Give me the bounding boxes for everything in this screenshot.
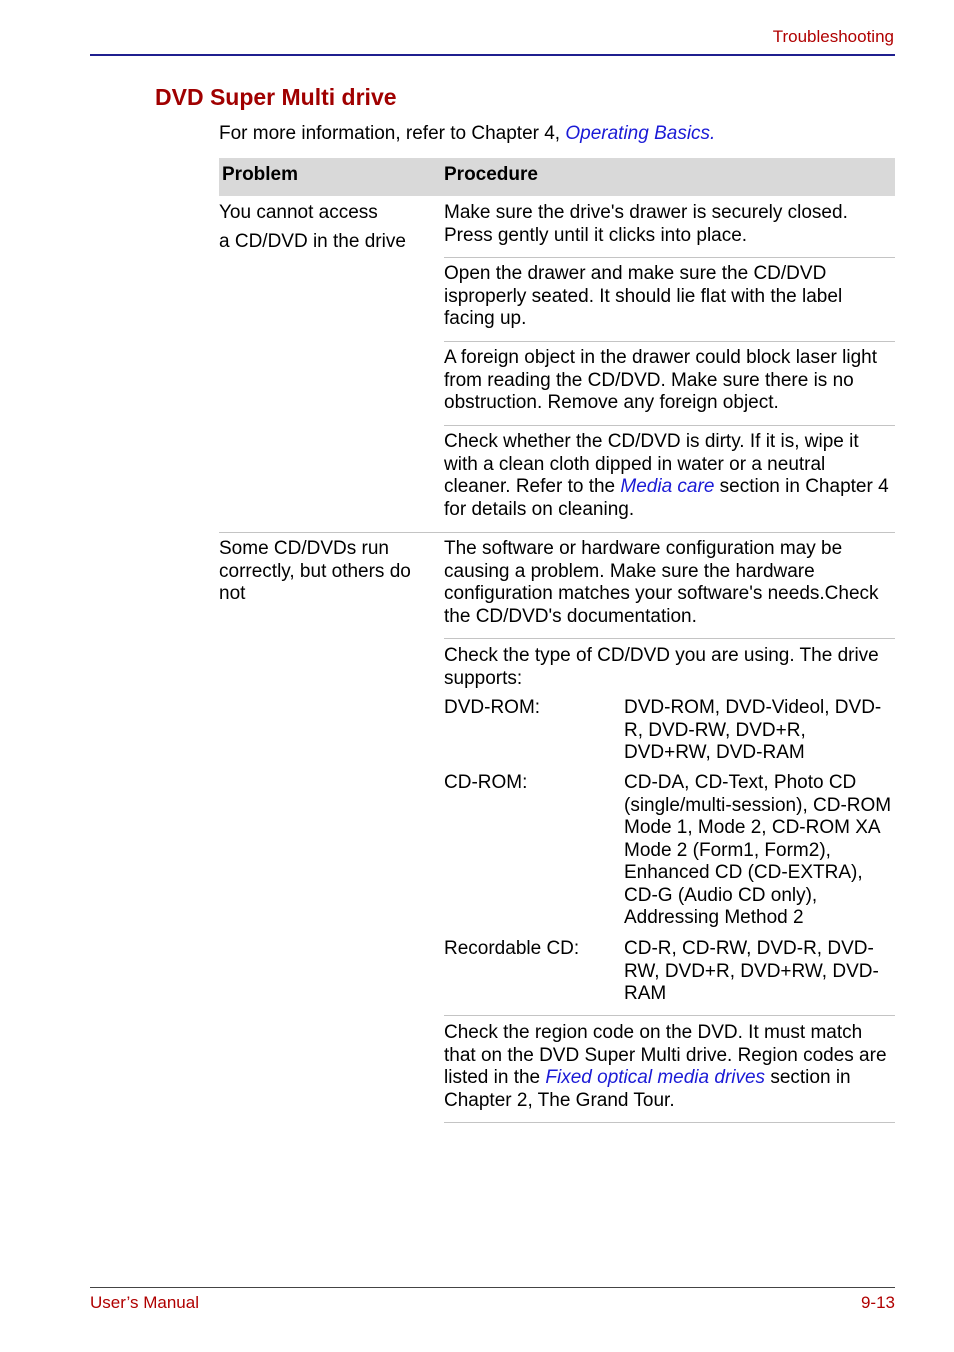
- intro-text: [219, 123, 715, 145]
- operating-basics-link[interactable]: Operating Basics.: [565, 123, 716, 144]
- row-divider: [444, 257, 895, 258]
- procedure-2-3-suffix: section in Chapter 2, The Grand Tour.: [444, 1067, 851, 1111]
- intro-prefix: For more information, refer to Chapter 4,: [219, 123, 566, 144]
- row-divider: [444, 638, 895, 639]
- footer-manual-name: User’s Manual: [90, 1293, 199, 1312]
- procedure-1-4-prefix: Check whether the CD/DVD is dirty. If it is, wipe it with a clean cloth dipped in water or a neutral cleaner. Refer to the: [444, 431, 859, 497]
- row-divider: [444, 1015, 895, 1016]
- media-type-recordable-cd: Recordable CD:: [444, 938, 580, 959]
- problem-divider: [219, 532, 895, 533]
- procedure-1-2: Open the drawer and make sure the CD/DVD isproperly seated. It should lie flat with the label facing up.: [444, 263, 843, 329]
- media-formats-recordable-cd: CD-R, CD-RW, DVD-R, DVD-RW, DVD+R, DVD+RW, DVD-RAM: [624, 938, 879, 1004]
- row-divider: [444, 341, 895, 342]
- table-header: [219, 158, 895, 196]
- procedure-2-1: The software or hardware configuration may be causing a problem. Make sure the hardware configuration matches your software's needs.Check the CD/DVD's documentation.: [444, 538, 879, 627]
- page-number: 9-13: [860, 1293, 895, 1312]
- footer-rule: [90, 1287, 895, 1288]
- problem-cell-1: [219, 202, 434, 253]
- fixed-optical-media-drives-link[interactable]: Fixed optical media drives: [545, 1067, 766, 1088]
- media-care-link[interactable]: Media care: [620, 476, 715, 497]
- header-problem: Problem: [222, 164, 299, 185]
- header-procedure: Procedure: [444, 164, 538, 185]
- running-header: Troubleshooting: [772, 27, 894, 46]
- procedure-2-3-prefix: Check the region code on the DVD. It must match that on the DVD Super Multi drive. Region codes are listed in the: [444, 1022, 887, 1088]
- media-formats-dvd-rom: DVD-ROM, DVD-Videol, DVD-R, DVD-RW, DVD+R, DVD+RW, DVD-RAM: [624, 697, 882, 763]
- problem-1-line1: You cannot access: [219, 202, 378, 223]
- header-rule: [90, 54, 895, 56]
- procedure-2-2: Check the type of CD/DVD you are using. The drive supports:: [444, 645, 879, 689]
- media-type-dvd-rom: DVD-ROM:: [444, 697, 541, 718]
- section-title: DVD Super Multi drive: [155, 84, 397, 110]
- problem-1-line2: a CD/DVD in the drive: [219, 230, 406, 252]
- procedure-1-4: [444, 431, 892, 521]
- media-type-cd-rom: CD-ROM:: [444, 772, 528, 793]
- media-formats-cd-rom: CD-DA, CD-Text, Photo CD (single/multi-session), CD-ROM Mode 1, Mode 2, CD-ROM XA Mode 2 (Form1, Form2), Enhanced CD (CD-EXTRA), CD-G (Audio CD only), Addressing Method 2: [624, 772, 892, 928]
- procedure-1-3: A foreign object in the drawer could block laser light from reading the CD/DVD. Make sure there is no obstruction. Remove any foreign object.: [444, 347, 878, 413]
- procedure-1-1: Make sure the drive's drawer is securely closed. Press gently until it clicks into place.: [444, 202, 848, 246]
- problem-cell-2: Some CD/DVDs run correctly, but others do not: [219, 538, 411, 604]
- procedure-2-3: [444, 1022, 892, 1112]
- row-divider: [444, 1122, 895, 1123]
- procedure-1-4-suffix: section in Chapter 4 for details on cleaning.: [444, 476, 889, 520]
- row-divider: [444, 425, 895, 426]
